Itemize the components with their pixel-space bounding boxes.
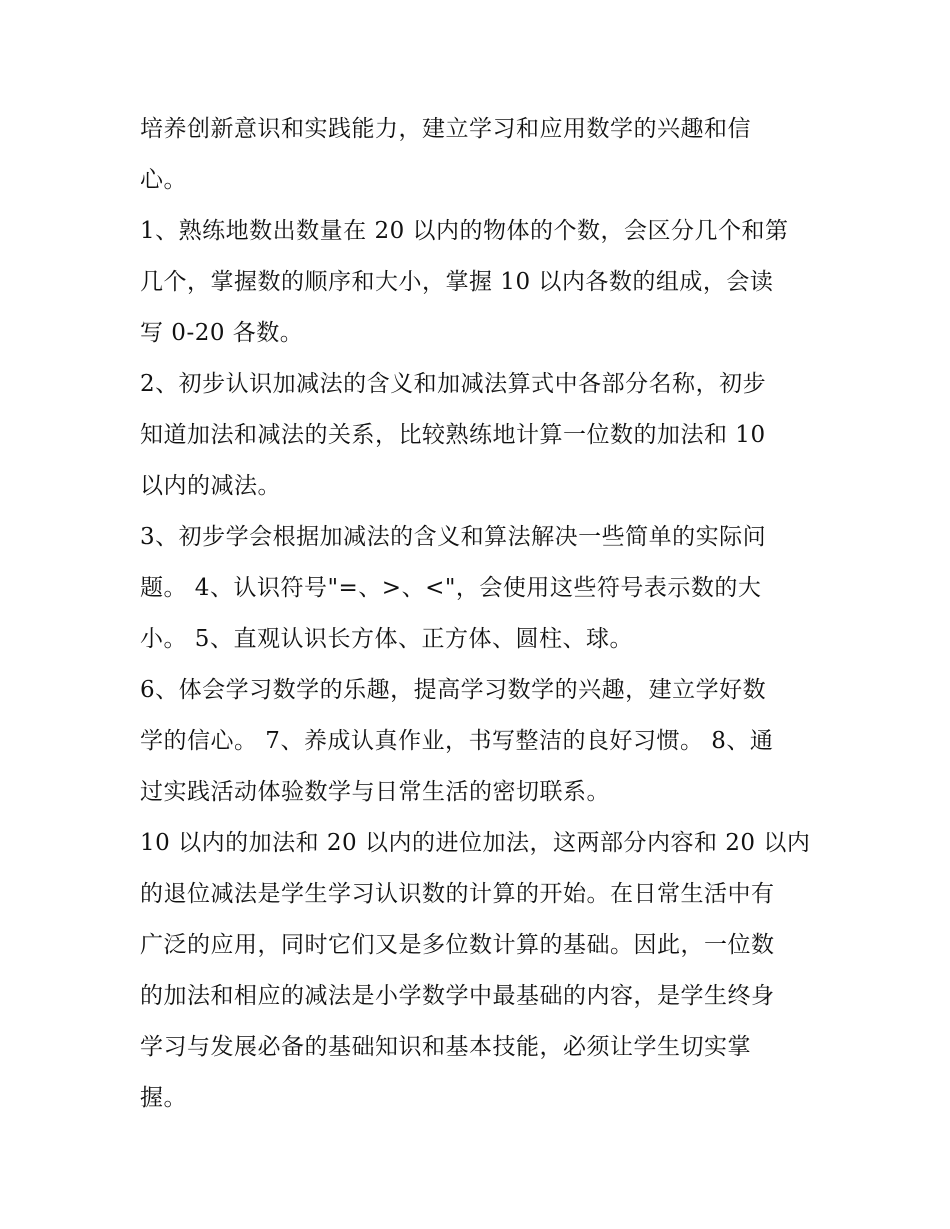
text-line: 2、初步认识加减法的含义和加减法算式中各部分名称，初步: [140, 371, 767, 397]
text-line: 广泛的应用，同时它们又是多位数计算的基础。因此，一位数: [140, 932, 775, 958]
document-body: [140, 104, 820, 1124]
text-line: 几个，掌握数的顺序和大小，掌握 10 以内各数的组成，会读: [140, 269, 774, 295]
text-line: 学习与发展必备的基础知识和基本技能，必须让学生切实掌: [140, 1034, 751, 1060]
text-line: 6、体会学习数学的乐趣，提高学习数学的兴趣，建立学好数: [140, 677, 767, 703]
text-line: 10 以内的加法和 20 以内的进位加法，这两部分内容和 20 以内: [140, 830, 811, 856]
text-line: 过实践活动体验数学与日常生活的密切联系。: [140, 779, 610, 805]
paragraph-intro: [140, 104, 820, 206]
paragraph-analysis: [140, 818, 820, 1124]
text-line: 学的信心。 7、养成认真作业，书写整洁的良好习惯。 8、通: [140, 728, 774, 754]
text-line: 的退位减法是学生学习认识数的计算的开始。在日常生活中有: [140, 881, 775, 907]
text-line: 知道加法和减法的关系，比较熟练地计算一位数的加法和 10: [140, 422, 766, 448]
text-line: 培养创新意识和实践能力，建立学习和应用数学的兴趣和信: [140, 116, 751, 142]
paragraph-item-1: [140, 206, 820, 359]
text-line: 握。: [140, 1085, 187, 1111]
text-line: 1、熟练地数出数量在 20 以内的物体的个数，会区分几个和第: [140, 218, 789, 244]
text-line: 心。: [140, 167, 187, 193]
paragraph-items-6-8: [140, 665, 820, 818]
text-line: 题。 4、认识符号"=、>、<"，会使用这些符号表示数的大: [140, 575, 762, 601]
text-line: 小。 5、直观认识长方体、正方体、圆柱、球。: [140, 626, 633, 652]
text-line: 写 0-20 各数。: [140, 320, 304, 346]
text-line: 的加法和相应的减法是小学数学中最基础的内容，是学生终身: [140, 983, 775, 1009]
paragraph-items-3-5: [140, 512, 820, 665]
text-line: 3、初步学会根据加减法的含义和算法解决一些简单的实际问: [140, 524, 767, 550]
text-line: 以内的减法。: [140, 473, 281, 499]
paragraph-item-2: [140, 359, 820, 512]
